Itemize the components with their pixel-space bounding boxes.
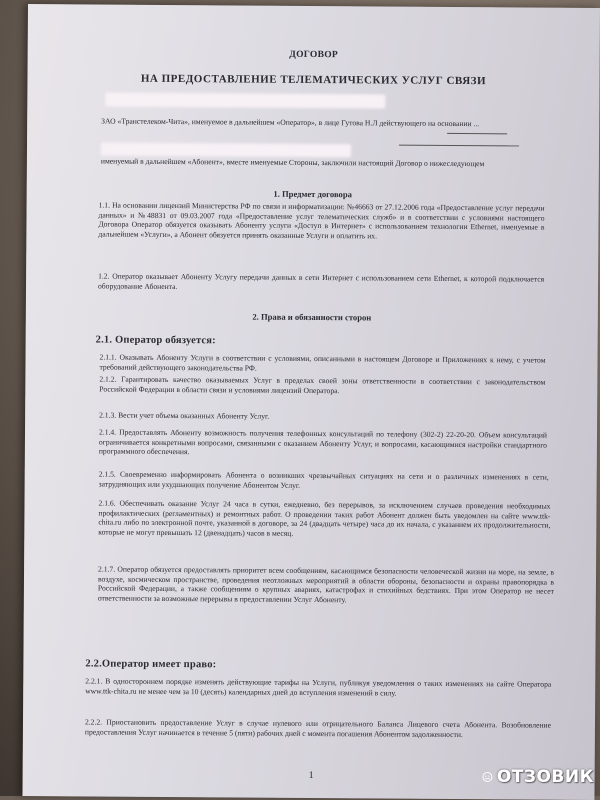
clause-2-1-4: 2.1.4. Предоставлять Абоненту возможность получения телефонных консультаций по телефону (302-2) 22-20-20. Объем консультаций ограничивается конкретными вопросами, связанными с оказанием Абоненту Услуг, и вопросами, касающимися настройки стандартного программного обеспечения. — [98, 427, 548, 457]
document-title: ДОГОВОР — [289, 49, 339, 61]
clause-2-1-5: 2.1.5. Своевременно информировать Абонента о возникших чрезвычайных ситуациях на сети и о различных изменениях в сети, затрудняющих или ухудшающих получение Абонентом Услуг. — [98, 469, 549, 490]
page-number: 1 — [308, 769, 314, 782]
section-2-title: 2. Права и обязанности сторон — [252, 311, 372, 323]
clause-1-2: 1.2. Оператор оказывает Абоненту Услугу передачи данных в сети Интернет с использованием сети Ethernet, к которой подключается оборудование Абонента. — [98, 271, 545, 291]
section-1-title: 1. Предмет договора — [273, 188, 352, 200]
redacted-abonent-block — [101, 143, 351, 158]
preamble-operator: ЗАО «Транстелеком-Чита», именуемое в дальнейшем «Оператор», в лице Гутова Н.Л действующего на основании ... — [101, 116, 480, 129]
watermark-text: ОТЗОВИК — [496, 767, 594, 787]
clause-2-1-6: 2.1.6. Обеспечивать оказание Услуг 24 часа в сутки, ежедневно, без перерывов, за исключением случаев проведения необходимых профилактических (регламентных) и ремонтных работ. О проведении таких работ Абонент должен быть уведомлен на сайте www.ttk-chita.ru либо по электронной почте, указанной в договоре, за 24 (двадцать четыре) часа до их начала, с указанием их продолжительности, которые не могут превышать 12 (двенадцать) часов в месяц. — [98, 498, 551, 538]
subsection-2-1: 2.1. Оператор обязуется: — [95, 334, 216, 347]
otzovik-smile-icon — [482, 765, 493, 789]
redacted-name-block — [105, 93, 385, 109]
signature-line — [447, 133, 507, 134]
clause-2-1-3: 2.1.3. Вести учет объема оказанных Абоненту Услуг. — [99, 410, 270, 421]
clause-2-1-1: 2.1.1. Оказывать Абоненту Услуги в соответствии с условиями, описанными в настоящем Договоре и Приложениях к нему, с учетом требований действующего законодательства РФ. — [99, 352, 546, 373]
document-subtitle: НА ПРЕДОСТАВЛЕНИЕ ТЕЛЕМАТИЧЕСКИХ УСЛУГ СВЯЗИ — [140, 72, 487, 88]
clause-2-2-1: 2.2.1. В одностороннем порядке изменять действующие тарифы на Услуги, публикуя уведомления о таких изменениях на сайте Оператора www.ttk-chita.ru не менее чем за 10 (десять) календарных дней до вступления изменений в силу. — [85, 676, 552, 698]
otzovik-watermark — [482, 764, 594, 790]
clause-2-1-7: 2.1.7. Оператор обязуется предоставлять приоритет всем сообщениям, касающимся безопасности человеческой жизни на море, на земле, в воздухе, космическом пространстве, проведения неотложных мероприятий в области обороны, безопасности и охраны правопорядка в Российской Федерации, а также сообщениям о крупных авариях, катастрофах и стихийных бедствиях. При этом Оператор не несет ответственности за возможные перерывы в предоставлении Услуг Абоненту. — [97, 564, 555, 605]
clause-2-2-2: 2.2.2. Приостановить предоставление Услуг в случае нулевого или отрицательного Баланса Лицевого счета Абонента. Возобновление предоставления Услуг начинается в течение 5 (пяти) рабочих дней с момента погашения Абонентом задолженности. — [84, 717, 552, 739]
clause-1-1: 1.1. На основании лицензий Министерства РФ по связи и информатизации: №46663 от 27.12.2006 года «Предоставление услуг передачи данных» и №48831 от 09.03.2007 года «Предоставление услуг телематических служб» и в соответствии с условиями настоящего Договора Оператор обязуется оказывать Абоненту услуги «Доступ в Интернет» с использованием технологии Ethernet, именуемые в дальнейшем «Услуги», а Абонент обязуется принять оказанные Услуги и оплатить их. — [98, 200, 545, 241]
subsection-2-2: 2.2.Оператор имеет право: — [85, 658, 217, 671]
signature-line — [399, 145, 519, 147]
preamble-abonent: именуемый в дальнейшем «Абонент», вместе именуемые Стороны, заключили настоящий Договор о нижеследующем — [100, 156, 485, 169]
clause-2-1-2: 2.1.2. Гарантировать качество оказываемых Услуг в пределах своей зоны ответственности в соответствии с законодательством Российской Федерации в области связи и условиями лицензий Оператора. — [99, 374, 546, 395]
contract-page — [22, 4, 600, 800]
